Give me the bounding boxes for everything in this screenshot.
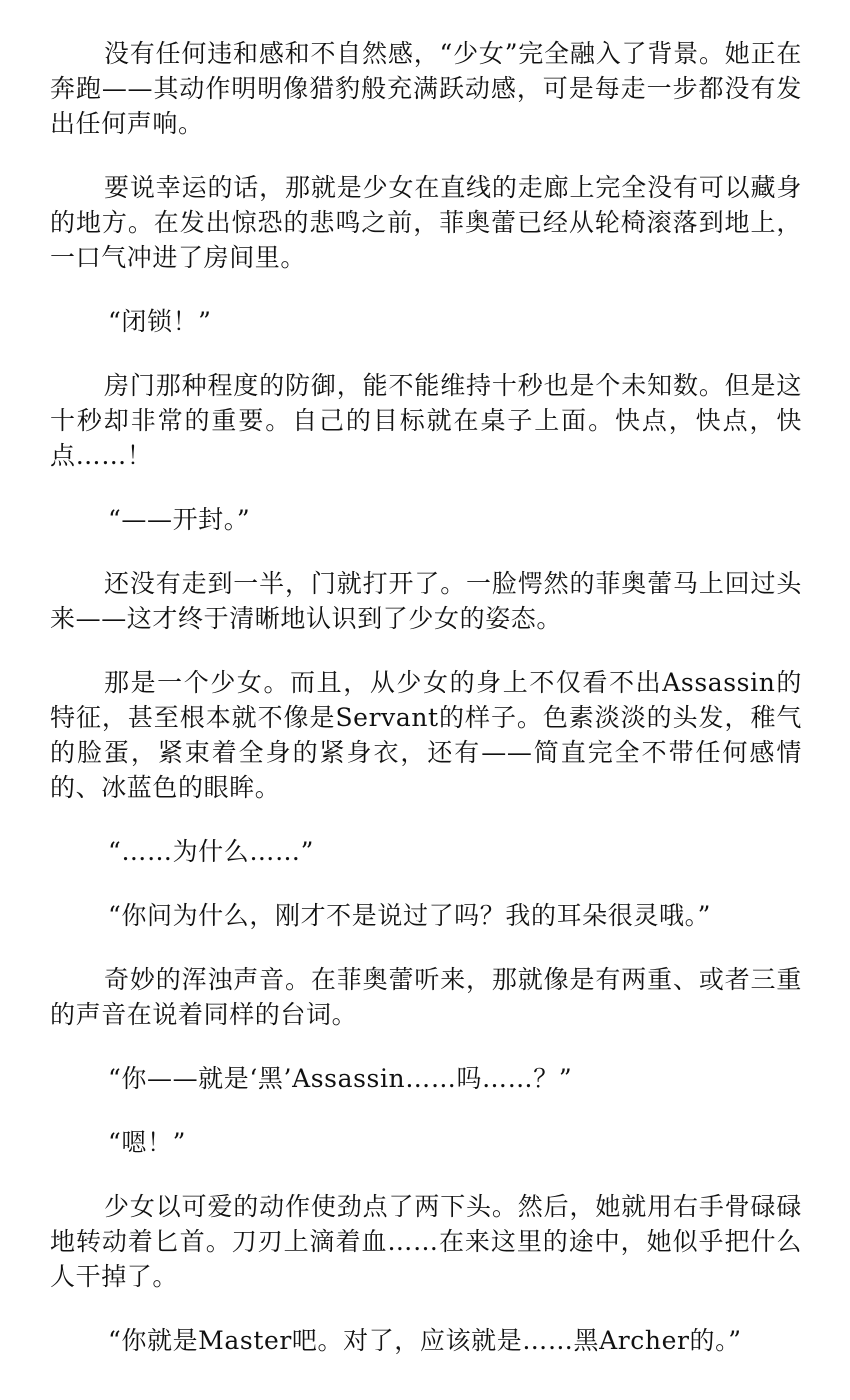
dialogue-line-12: “嗯！” [108,1128,186,1157]
dialogue-line-8: “……为什么……” [108,837,314,866]
paragraph-7: 那是一个少女。而且，从少女的身上不仅看不出Assassin的特征，甚至根本就不像是Servant的样子。色素淡淡的头发，稚气的脸蛋，紧束着全身的紧身衣，还有——简直完全不带任何感情的、冰蓝色的眼眸。 [50,668,802,802]
paragraph-2: 要说幸运的话，那就是少女在直线的走廊上完全没有可以藏身的地方。在发出惊恐的悲鸣之前，菲奥蕾已经从轮椅滚落到地上，一口气冲进了房间里。 [50,173,802,272]
dialogue-line-5: “——开封。” [108,505,251,534]
paragraph-4: 房门那种程度的防御，能不能维持十秒也是个未知数。但是这十秒却非常的重要。自己的目标就在桌子上面。快点，快点，快点……！ [50,371,802,470]
paragraph-10: 奇妙的浑浊声音。在菲奥蕾听来，那就像是有两重、或者三重的声音在说着同样的台词。 [50,965,802,1029]
paragraph-1: 没有任何违和感和不自然感，“少女”完全融入了背景。她正在奔跑——其动作明明像猎豹般充满跃动感，可是每走一步都没有发出任何声响。 [50,39,802,138]
dialogue-line-9: “你问为什么，刚才不是说过了吗？我的耳朵很灵哦。” [108,901,712,930]
paragraph-6: 还没有走到一半，门就打开了。一脸愕然的菲奥蕾马上回过头来——这才终于清晰地认识到了少女的姿态。 [50,569,802,633]
paragraph-13: 少女以可爱的动作使劲点了两下头。然后，她就用右手骨碌碌地转动着匕首。刀刃上滴着血……在来这里的途中，她似乎把什么人干掉了。 [50,1192,802,1291]
dialogue-line-3: “闭锁！” [108,307,212,336]
dialogue-line-14: “你就是Master吧。对了，应该就是……黑Archer的。” [108,1326,742,1355]
dialogue-line-11: “你——就是‘黑’Assassin……吗……？” [108,1064,573,1093]
